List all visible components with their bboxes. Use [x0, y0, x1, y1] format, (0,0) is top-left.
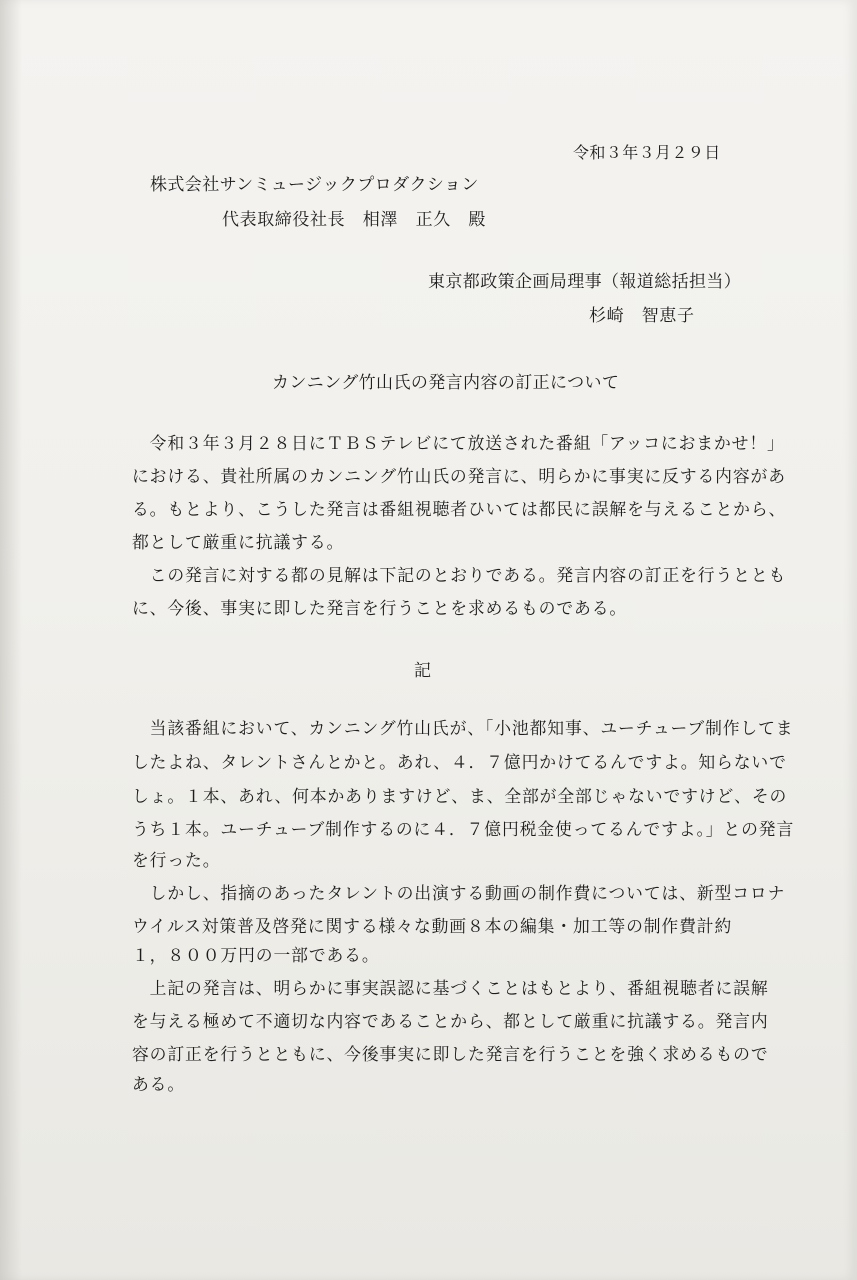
page-edge-shadow	[0, 0, 22, 1280]
intro-line: における、貴社所属のカンニング竹山氏の発言に、明らかに事実に反する内容があ	[132, 466, 786, 486]
sender-department: 東京都政策企画局理事（報道総括担当）	[428, 272, 742, 292]
detail-line: しかし、指摘のあったタレントの出演する動画の制作費については、新型コロナ	[132, 883, 786, 903]
letter-date: 令和３年３月２９日	[573, 143, 721, 162]
recipient-person: 代表取締役社長 相澤 正久 殿	[222, 210, 486, 230]
detail-line: を行った。	[132, 850, 221, 870]
detail-line: 上記の発言は、明らかに事実誤認に基づくことはもとより、番組視聴者に誤解	[132, 978, 769, 998]
detail-line: 当該番組において、カンニング竹山氏が、「小池都知事、ユーチューブ制作してま	[132, 718, 794, 738]
detail-line: したよね、タレントさんとかと。あれ、４．７億円かけてるんですよ。知らないで	[132, 752, 787, 772]
detail-line: うち１本。ユーチューブ制作するのに４．７億円税金使ってるんですよ。」との発言	[132, 819, 795, 839]
detail-line: 容の訂正を行うとともに、今後事実に即した発言を行うことを強く求めるもので	[132, 1044, 769, 1064]
detail-line: ウイルス対策普及啓発に関する様々な動画８本の編集・加工等の制作費計約	[132, 916, 733, 936]
intro-line: 都として厳重に抗議する。	[132, 532, 345, 552]
intro-line: この発言に対する都の見解は下記のとおりである。発言内容の訂正を行うととも	[132, 565, 787, 585]
intro-line: に、今後、事実に即した発言を行うことを求めるものである。	[132, 598, 628, 618]
detail-line: １，８００万円の一部である。	[132, 945, 380, 965]
detail-line: を与える極めて不適切な内容であることから、都として厳重に抗議する。発言内	[132, 1011, 769, 1031]
intro-line: 令和３年３月２８日にＴＢＳテレビにて放送された番組「アッコにおまかせ！」	[132, 433, 785, 453]
ki-heading: 記	[414, 661, 432, 681]
detail-line: しょ。１本、あれ、何本かありますけど、ま、全部が全部じゃないですけど、その	[132, 786, 788, 806]
detail-line: ある。	[132, 1074, 186, 1094]
sender-name: 杉崎 智恵子	[589, 306, 695, 326]
recipient-company: 株式会社サンミュージックプロダクション	[150, 175, 479, 195]
letter-title: カンニング竹山氏の発言内容の訂正について	[272, 373, 620, 393]
intro-line: る。もとより、こうした発言は番組視聴者ひいては都民に誤解を与えることから、	[132, 499, 787, 519]
